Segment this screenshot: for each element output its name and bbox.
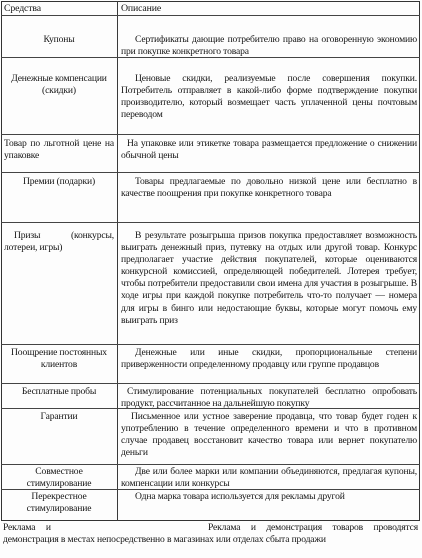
table-row-means: Купоны <box>43 34 75 45</box>
table-row-means: Поощрение постоянных клиентов <box>11 347 107 371</box>
footer-text <box>3 522 418 546</box>
row-divider <box>1 172 420 173</box>
table-row-description: В результате розыгрыша призов покупка предоставляет возможность выиграть денежный приз, путевку на отдых или другой товар. Конкурс предполагает участие действия покупателей, которые оцениваются конкурсной комиссией, определяющей победителей. Лотерея требует, чтобы потребители предоставили свои имена для участия в розыгрыше. В ходе игры при каждой покупке потребитель что-то получает — номера для игры в бинго или недостающие буквы, которые могут помочь ему выиграть приз <box>121 230 417 326</box>
footer-left-label: Реклама и <box>3 522 51 533</box>
footer-continuation: демонстрация в местах непосредственно в магазинах или отделах сбыта продажи <box>3 534 326 546</box>
header-description: Описание <box>121 3 162 14</box>
table-row-means: Перекрестное стимулирование <box>26 491 92 515</box>
table-row-description: Ценовые скидки, реализуемые после совершения покупки. Потребитель отправляет в какой-либо форме подтверждение покупки производителю, который возмещает часть уплаченной цены почтовым переводом <box>121 73 417 121</box>
table-row-means: Денежные компенсации (скидки) <box>11 73 107 97</box>
header-means: Средства <box>4 3 41 14</box>
table-row-means: Товар по льготной цене на упаковке <box>4 138 114 162</box>
table-row-means: Совместное стимулирование <box>26 466 92 490</box>
table-row-description: Сертификаты дающие потребителю право на оговоренную экономию при покупке конкретного товара <box>121 34 417 58</box>
table-row-description: Стимулирование потенциальных покупателей бесплатно опробовать продукт, рассчитанное на дальнейшую покупку <box>121 386 417 410</box>
table-row-means: Бесплатные пробы <box>21 386 97 397</box>
table-row-means: Гарантии <box>40 411 78 422</box>
footer-description: Реклама и демонстрация товаров проводятся <box>208 522 419 533</box>
row-divider <box>1 134 420 135</box>
column-divider <box>117 1 118 521</box>
table-row-means: Призы (конкурсы, лотереи, игры) <box>4 230 114 254</box>
row-divider <box>1 15 420 16</box>
row-divider <box>1 222 420 223</box>
table-row-means: Премии (подарки) <box>22 176 96 187</box>
row-divider <box>1 383 420 384</box>
row-divider <box>1 464 420 465</box>
footer-first-line <box>3 522 418 534</box>
row-divider <box>1 344 420 345</box>
table-row-description: На упаковке или этикетке товара размещается предложение о снижении обычной цены <box>121 138 417 162</box>
table-row-description: Денежные или иные скидки, пропорциональные степени приверженности определенному продавцу или группе продавцов <box>121 347 417 371</box>
table-row-description: Одна марка товара используется для рекламы другой <box>135 491 345 502</box>
table-row-description: Письменное или устное заверение продавца, что товар будет годен к употреблению в течение определенного времени и что в противном случае продавец восстановит качество товара или вернет покупателю деньги <box>121 411 417 459</box>
table-row-description: Товары предлагаемые по довольно низкой цене или бесплатно в качестве поощрения при покупке конкретного товара <box>121 176 417 200</box>
table-row-description: Две или более марки или компании объединяются, предлагая купоны, компенсации или конкурсы <box>121 466 417 490</box>
